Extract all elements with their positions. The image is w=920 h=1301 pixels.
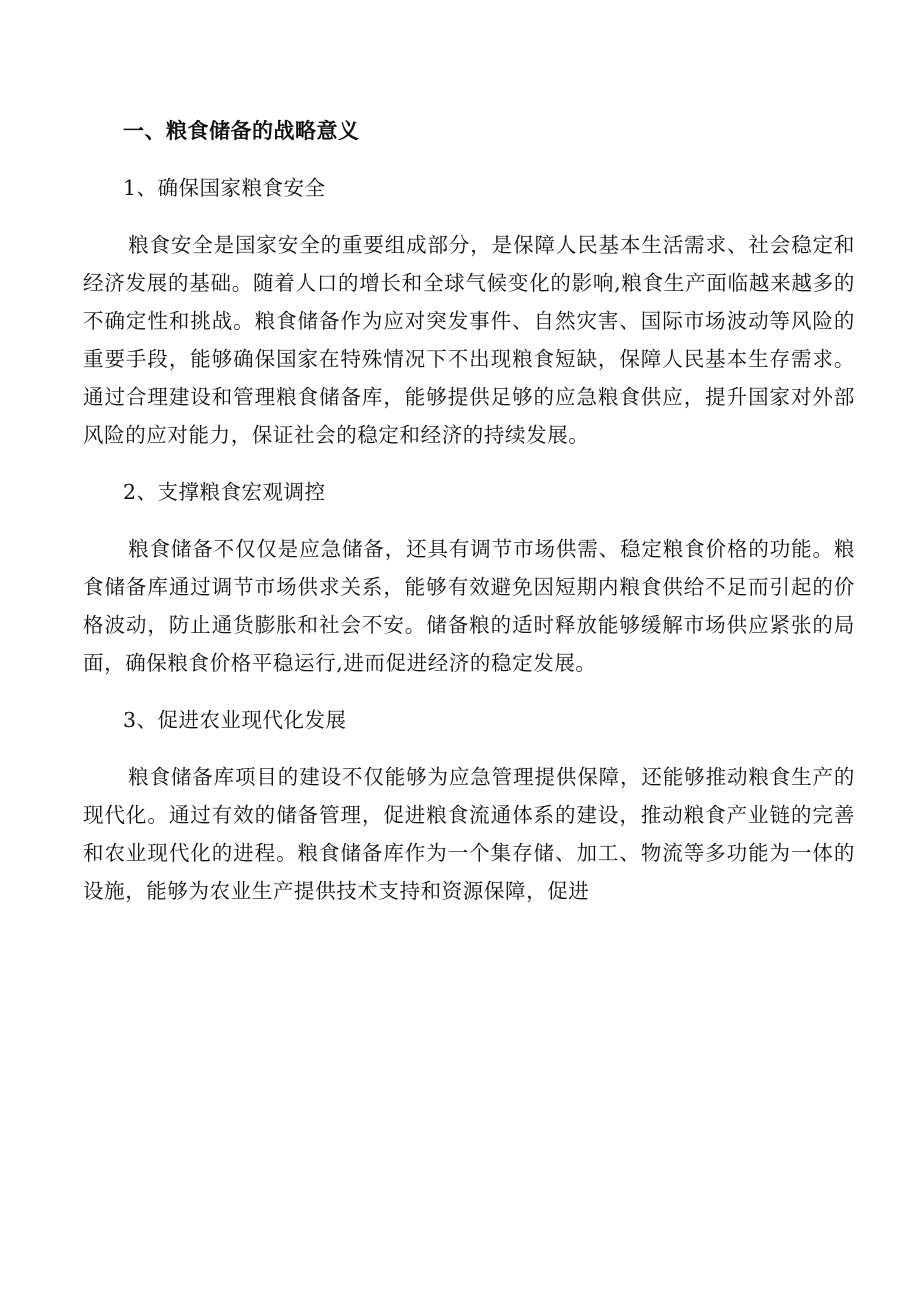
subsection-title-3: 3、促进农业现代化发展 <box>123 708 347 732</box>
document-body <box>83 112 855 929</box>
paragraph-2: 粮食储备不仅仅是应急储备，还具有调节市场供需、稳定粮食价格的功能。粮食储备库通过调节市场供求关系，能够有效避免因短期内粮食供给不足而引起的价格波动，防止通货膨胀和社会不安。储备粮的适时释放能够缓解市场供应紧张的局面，确保粮食价格平稳运行,进而促进经济的稳定发展。 <box>83 537 855 675</box>
subsection-title-1: 1、确保国家粮食安全 <box>123 176 326 200</box>
section-heading: 一、粮食储备的战略意义 <box>123 118 360 143</box>
paragraph-3: 粮食储备库项目的建设不仅能够为应急管理提供保障，还能够推动粮食生产的现代化。通过有效的储备管理，促进粮食流通体系的建设，推动粮食产业链的完善和农业现代化的进程。粮食储备库作为一个集存储、加工、物流等多功能为一体的设施，能够为农业生产提供技术支持和资源保障，促进 <box>83 765 855 903</box>
paragraph-1: 粮食安全是国家安全的重要组成部分，是保障人民基本生活需求、社会稳定和经济发展的基础。随着人口的增长和全球气候变化的影响,粮食生产面临越来越多的不确定性和挑战。粮食储备作为应对突发事件、自然灾害、国际市场波动等风险的重要手段，能够确保国家在特殊情况下不出现粮食短缺，保障人民基本生存需求。通过合理建设和管理粮食储备库，能够提供足够的应急粮食供应，提升国家对外部风险的应对能力，保证社会的稳定和经济的持续发展。 <box>83 233 855 447</box>
subsection-title-2: 2、支撑粮食宏观调控 <box>123 480 326 504</box>
